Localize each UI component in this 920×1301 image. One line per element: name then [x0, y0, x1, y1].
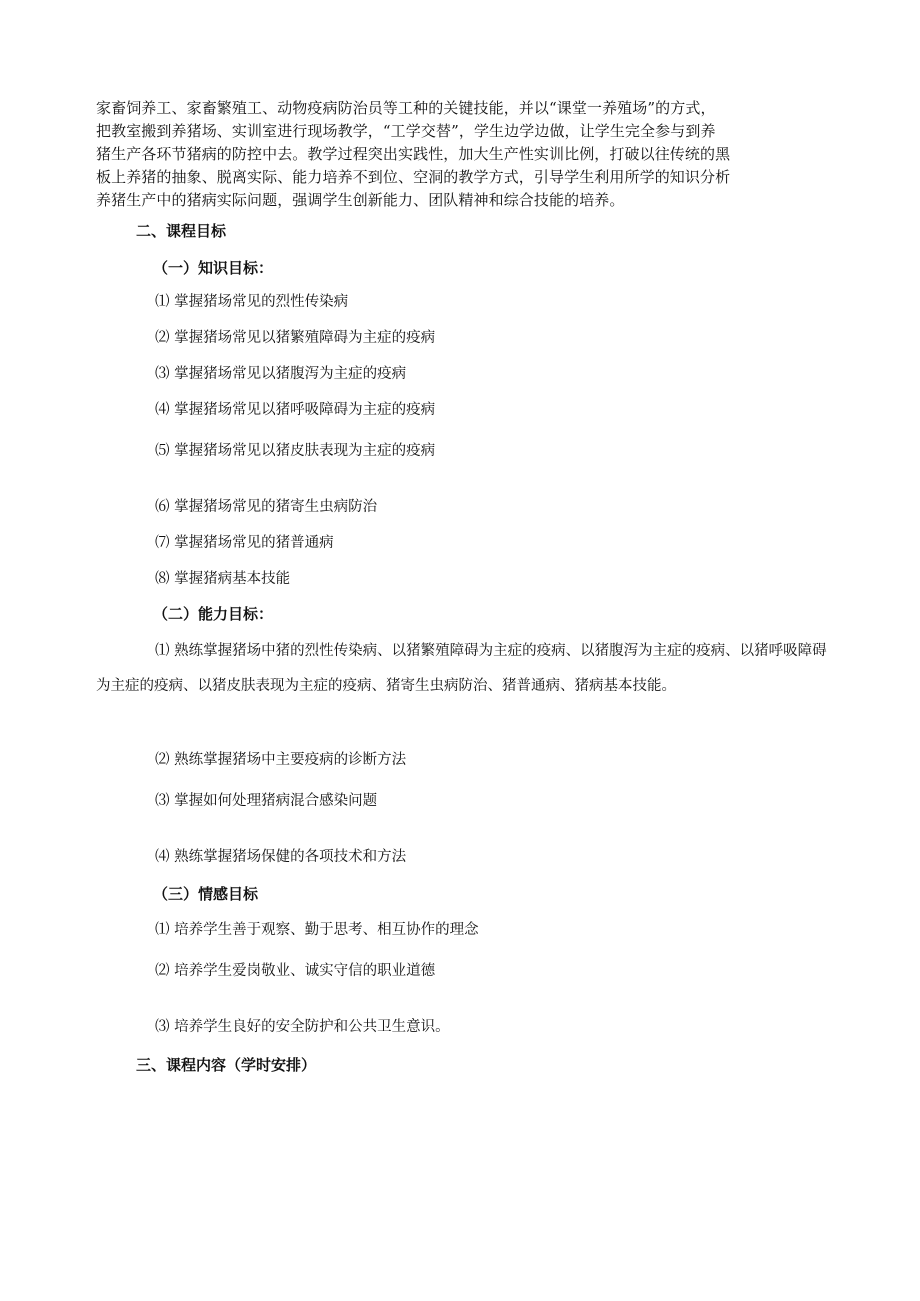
intro-line-2: 把教室搬到养猪场、实训室进行现场教学，“工学交替”，学生边学边做，让学生完全参与到养	[96, 122, 716, 140]
ability-goals-title: （二）能力目标：	[153, 605, 274, 623]
knowledge-item-4: ⑷ 掌握猪场常见以猪呼吸障碍为主症的疫病	[155, 402, 436, 418]
intro-line-4: 板上养猪的抽象、脱离实际、能力培养不到位、空洞的教学方式，引导学生利用所学的知识分析	[96, 168, 731, 186]
emotion-item-1: ⑴ 培养学生善于观察、勤于思考、相互协作的理念	[155, 922, 479, 938]
intro-line-5: 养猪生产中的猪病实际问题，强调学生创新能力、团队精神和综合技能的培养。	[96, 191, 625, 209]
emotion-goals-title: （三）情感目标	[153, 885, 259, 903]
knowledge-item-1: ⑴ 掌握猪场常见的烈性传染病	[155, 294, 349, 310]
ability-item-2: ⑵ 熟练掌握猪场中主要疫病的诊断方法	[155, 752, 407, 768]
ability-item-4: ⑷ 熟练掌握猪场保健的各项技术和方法	[155, 849, 407, 865]
emotion-item-3: ⑶ 培养学生良好的安全防护和公共卫生意识。	[155, 1019, 450, 1035]
ability-item-3: ⑶ 掌握如何处理猪病混合感染问题	[155, 793, 378, 809]
emotion-item-2: ⑵ 培养学生爱岗敬业、诚实守信的职业道德	[155, 963, 436, 979]
knowledge-item-5: ⑸ 掌握猪场常见以猪皮肤表现为主症的疫病	[155, 443, 436, 459]
intro-line-1: 家畜饲养工、家畜繁殖工、动物疫病防治员等工种的关键技能，并以“课堂一养殖场”的方式，	[96, 99, 716, 117]
knowledge-item-2: ⑵ 掌握猪场常见以猪繁殖障碍为主症的疫病	[155, 330, 436, 346]
section-two-title: 二、课程目标	[136, 222, 227, 240]
knowledge-item-6: ⑹ 掌握猪场常见的猪寄生虫病防治	[155, 499, 378, 515]
knowledge-item-8: ⑻ 掌握猪病基本技能	[155, 571, 291, 587]
knowledge-item-3: ⑶ 掌握猪场常见以猪腹泻为主症的疫病	[155, 366, 407, 382]
intro-line-3: 猪生产各环节猪病的防控中去。教学过程突出实践性，加大生产性实训比例，打破以往传统的黑	[96, 145, 731, 163]
section-three-title: 三、课程内容（学时安排）	[136, 1056, 317, 1074]
knowledge-goals-title: （一）知识目标：	[153, 259, 274, 277]
knowledge-item-7: ⑺ 掌握猪场常见的猪普通病	[155, 535, 334, 551]
ability-item-1: ⑴ 熟练掌握猪场中猪的烈性传染病、以猪繁殖障碍为主症的疫病、以猪腹泻为主症的疫病、以猪呼吸障碍为主症的疫病、以猪皮肤表现为主症的疫病、猪寄生虫病防治、猪普通病、猪病基本技能。	[96, 643, 827, 694]
